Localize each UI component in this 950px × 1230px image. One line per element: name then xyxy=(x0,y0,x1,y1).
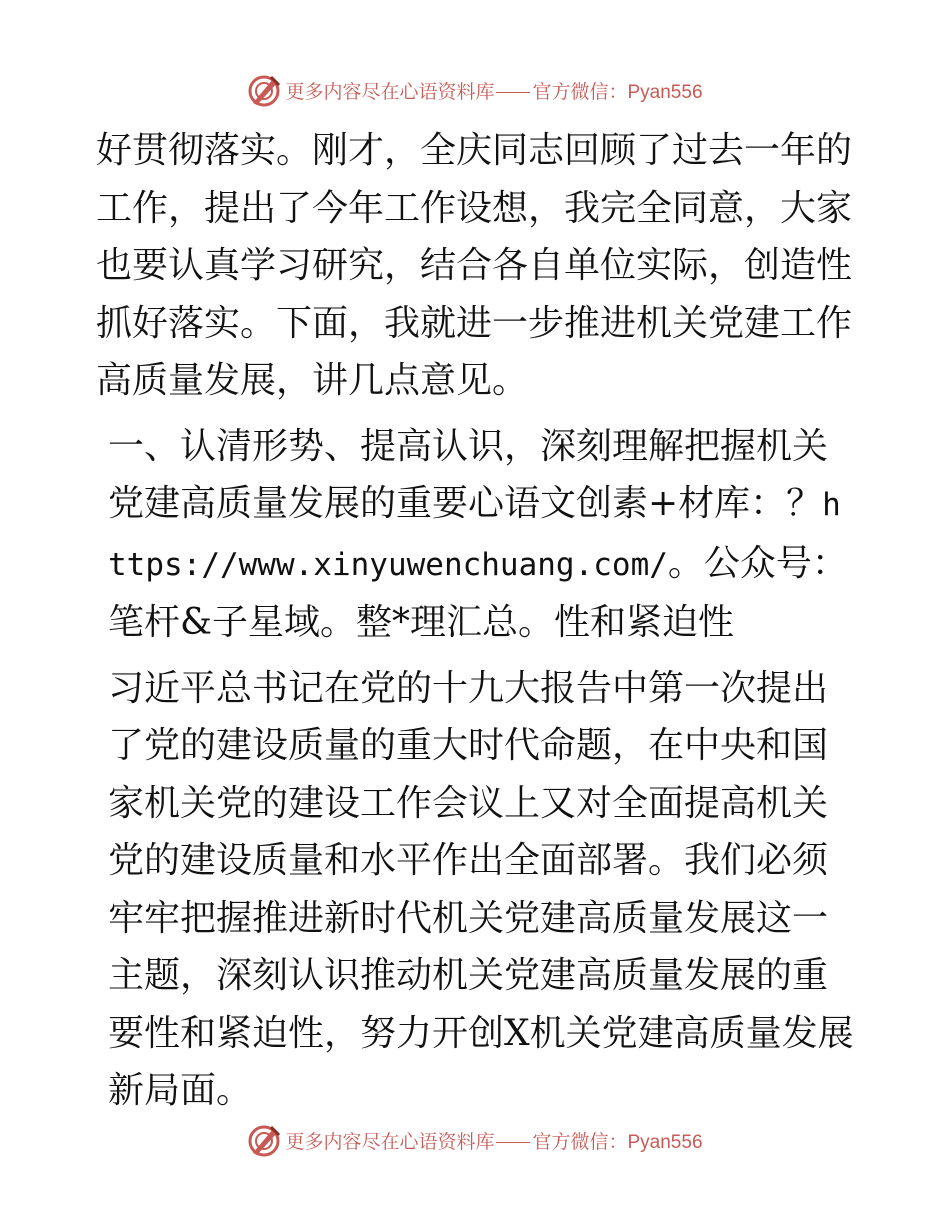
footer-banner xyxy=(0,1120,950,1160)
source-url: https://www.xinyuwenchuang.com/ xyxy=(108,487,841,583)
header-banner xyxy=(0,70,950,110)
paragraph-body: 习近平总书记在党的十九大报告中第一次提出了党的建设质量的重大时代命题，在中央和国家机关党的建设工作会议上又对全面提高机关党的建设质量和水平作出全面部署。我们必须牢牢把握推进新时代机关党建高质量发展这一主题，深刻认识推动机关党建高质量发展的重要性和紧迫性，努力开创X机关党建高质量发展新局面。 xyxy=(108,667,854,1111)
paragraph-intro: 好贯彻落实。刚才，全庆同志回顾了过去一年的工作，提出了今年工作设想，我完全同意，大家也要认真学习研究，结合各自单位实际，创造性抓好落实。下面，我就进一步推进机关党建工作高质量发展，讲几点意见。 xyxy=(96,130,853,401)
footer-banner-text: 更多内容尽在心语资料库 官方微信：Pyan556 xyxy=(285,1130,703,1153)
document-body xyxy=(96,122,856,1120)
quill-logo-icon xyxy=(247,1123,281,1157)
header-banner-text: 更多内容尽在心语资料库 官方微信：Pyan556 xyxy=(285,80,703,103)
quill-logo-icon xyxy=(247,73,281,107)
header-wechat-id: Pyan556 xyxy=(627,81,703,103)
section-heading-1: 一、认清形势、提高认识，深刻理解把握机关党建高质量发展的重要心语文创素+材库：？https://www.xinyuwenchuang.com/。公众号：笔杆&子星域。整*理汇总。性和紧迫性 xyxy=(108,425,848,643)
footer-wechat-id: Pyan556 xyxy=(627,1131,703,1153)
